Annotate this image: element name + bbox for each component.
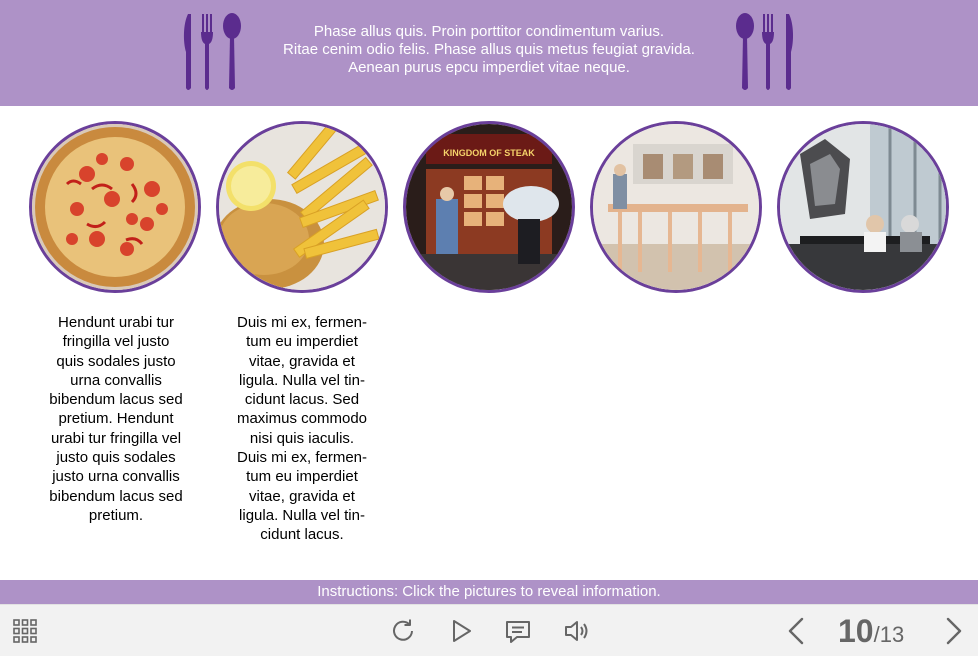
pizza-desc-line: justo urna convallis: [52, 468, 180, 486]
instructions-bar: Instructions: Click the pictures to reveal information.: [0, 580, 978, 604]
pizza-desc-line: urabi tur fringilla vel: [50, 429, 182, 447]
pizza-description: [36, 313, 196, 525]
schnitzel-desc-line: tum eu imperdiet: [246, 333, 358, 351]
pizza-desc-line: pretium.: [88, 506, 144, 524]
pizza-desc-line: Hendunt urabi tur: [58, 314, 174, 331]
volume-icon[interactable]: [563, 618, 591, 644]
schnitzel-desc-line: vitae, gravida et: [249, 487, 355, 505]
page-total: 13: [879, 622, 905, 647]
player-toolbar: [0, 604, 978, 656]
steakhouse-sign-text: KINGDOM OF STEAK: [443, 148, 535, 158]
schnitzel-desc-line: cidunt lacus.: [260, 526, 344, 544]
schnitzel-description: [222, 313, 382, 545]
schnitzel-desc-line: ligula. Nulla vel tin-: [239, 371, 365, 389]
header-banner: [0, 0, 978, 106]
schnitzel-desc-line: Duis mi ex, fermen-: [236, 449, 368, 467]
schnitzel-desc-line: nisi quis iaculis.: [249, 429, 355, 447]
schnitzel-desc-line: maximus commodo: [236, 410, 368, 428]
schnitzel-picture[interactable]: [216, 121, 388, 293]
header-line-2: Ritae cenim odio felis. Phase allus quis metus feugiat gravida.: [283, 41, 695, 58]
cutlery-icon-right: [734, 12, 796, 92]
pizza-desc-line: quis sodales justo: [56, 352, 176, 370]
steakhouse-street-picture[interactable]: [403, 121, 575, 293]
restaurant-interior-picture[interactable]: [590, 121, 762, 293]
cutlery-icon-left: [182, 12, 244, 92]
comment-icon[interactable]: [505, 619, 531, 645]
schnitzel-desc-line: ligula. Nulla vel tin-: [239, 506, 365, 524]
previous-slide-arrow-icon[interactable]: [786, 617, 806, 645]
header-text: [240, 23, 738, 77]
pizza-desc-line: pretium. Hendunt: [58, 410, 174, 428]
pizza-desc-line: fringilla vel justo: [62, 333, 170, 351]
header-line-1: Phase allus quis. Proin porttitor condimentum varius.: [313, 23, 665, 40]
page-current: 10: [838, 613, 874, 649]
schnitzel-desc-line: tum eu imperdiet: [246, 468, 358, 486]
page-separator: /: [873, 622, 880, 647]
pizza-desc-line: bibendum lacus sed: [49, 487, 183, 505]
page-counter: [838, 611, 904, 651]
schnitzel-desc-line: cidunt lacus. Sed: [244, 391, 360, 409]
pizza-desc-line: justo quis sodales: [56, 449, 176, 467]
menu-grid-icon[interactable]: [13, 619, 37, 643]
schnitzel-desc-line: vitae, gravida et: [249, 352, 355, 370]
header-line-3: Aenean purus epcu imperdiet vitae neque.: [348, 59, 630, 76]
play-icon[interactable]: [450, 618, 474, 644]
schnitzel-desc-line: Duis mi ex, fermen-: [236, 314, 368, 331]
pizza-desc-line: bibendum lacus sed: [49, 391, 183, 409]
pizza-desc-line: urna convallis: [70, 371, 162, 389]
replay-icon[interactable]: [390, 618, 416, 644]
pizza-picture[interactable]: [29, 121, 201, 293]
next-slide-arrow-icon[interactable]: [944, 617, 964, 645]
cafe-interior-picture[interactable]: [777, 121, 949, 293]
